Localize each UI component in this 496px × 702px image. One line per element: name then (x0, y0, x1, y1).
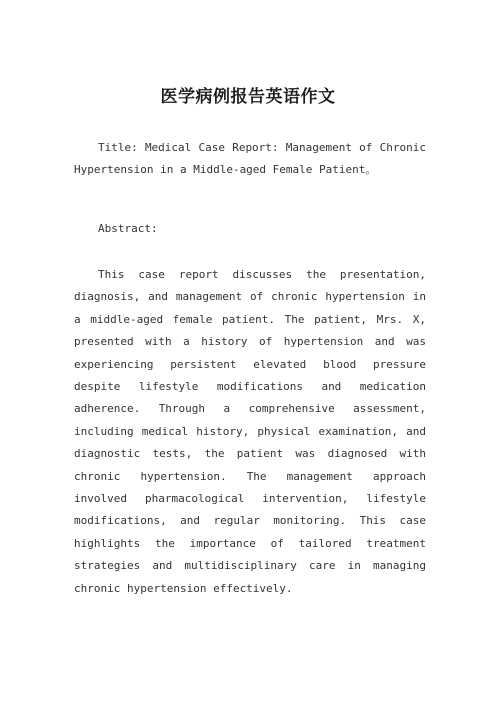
abstract-body: This case report discusses the presentation, diagnosis, and management of chronic hypertension in a middle-aged female patient. The patient, Mrs. X, presented with a history of hypertension and was experiencing persistent elevated blood pressure despite lifestyle modifications and medication adherence. Through a comprehensive assessment, including medical history, physical examination, and diagnostic tests, the patient was diagnosed with chronic hypertension. The management approach involved pharmacological intervention, lifestyle modifications, and regular monitoring. This case highlights the importance of tailored treatment strategies and multidisciplinary care in managing chronic hypertension effectively. (74, 268, 426, 595)
document-heading: 医学病例报告英语作文 (160, 87, 336, 107)
abstract-heading: Abstract: (98, 222, 158, 235)
case-report-title: Title: Medical Case Report: Management of Chronic Hypertension in a Middle-aged Female Patient。 (74, 141, 426, 177)
